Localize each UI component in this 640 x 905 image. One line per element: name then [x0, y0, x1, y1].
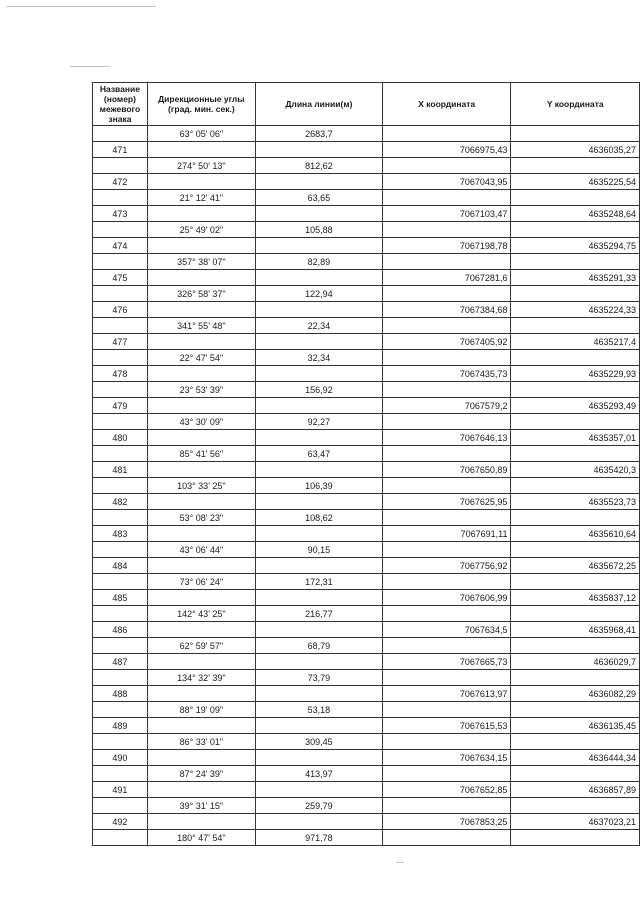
table-header-row — [93, 83, 640, 126]
marker-name-cell — [93, 222, 148, 238]
length-cell — [255, 174, 382, 190]
length-cell: 92,27 — [255, 414, 382, 430]
table-row — [93, 222, 640, 238]
x-coordinate-cell — [382, 318, 511, 334]
y-coordinate-cell: 4636029,7 — [511, 654, 640, 670]
marker-name-cell: 486 — [93, 622, 148, 638]
scan-artifact — [70, 66, 110, 67]
angle-cell: 357° 38' 07" — [147, 254, 255, 270]
x-coordinate-cell — [382, 510, 511, 526]
length-cell: 2683,7 — [255, 126, 382, 142]
length-cell: 122,94 — [255, 286, 382, 302]
marker-name-cell — [93, 318, 148, 334]
table-row — [93, 686, 640, 702]
angle-cell — [147, 494, 255, 510]
header-directional-angles: Дирекционные углы (град. мин. сек.) — [147, 83, 255, 126]
header-y-coordinate: Y координата — [511, 83, 640, 126]
marker-name-cell — [93, 638, 148, 654]
x-coordinate-cell — [382, 414, 511, 430]
marker-name-cell — [93, 606, 148, 622]
length-cell — [255, 782, 382, 798]
coordinates-table — [92, 82, 640, 846]
angle-cell — [147, 750, 255, 766]
y-coordinate-cell — [511, 798, 640, 814]
x-coordinate-cell: 7067043,95 — [382, 174, 511, 190]
length-cell: 32,34 — [255, 350, 382, 366]
x-coordinate-cell: 7067634,5 — [382, 622, 511, 638]
y-coordinate-cell — [511, 446, 640, 462]
marker-name-cell: 485 — [93, 590, 148, 606]
angle-cell: 22° 47' 54" — [147, 350, 255, 366]
x-coordinate-cell: 7067615,53 — [382, 718, 511, 734]
table-row — [93, 350, 640, 366]
x-coordinate-cell — [382, 158, 511, 174]
angle-cell — [147, 590, 255, 606]
y-coordinate-cell: 4636082,29 — [511, 686, 640, 702]
table-row — [93, 606, 640, 622]
marker-name-cell: 475 — [93, 270, 148, 286]
length-cell — [255, 558, 382, 574]
header-line-length: Длина линии(м) — [255, 83, 382, 126]
table-row — [93, 814, 640, 830]
length-cell — [255, 590, 382, 606]
y-coordinate-cell: 4635293,49 — [511, 398, 640, 414]
angle-cell — [147, 430, 255, 446]
table-row — [93, 638, 640, 654]
angle-cell — [147, 238, 255, 254]
marker-name-cell: 487 — [93, 654, 148, 670]
table-row — [93, 414, 640, 430]
y-coordinate-cell — [511, 702, 640, 718]
x-coordinate-cell — [382, 478, 511, 494]
angle-cell — [147, 622, 255, 638]
table-row — [93, 526, 640, 542]
length-cell — [255, 494, 382, 510]
marker-name-cell: 480 — [93, 430, 148, 446]
marker-name-cell — [93, 734, 148, 750]
marker-name-cell: 477 — [93, 334, 148, 350]
marker-name-cell: 492 — [93, 814, 148, 830]
x-coordinate-cell: 7067579,2 — [382, 398, 511, 414]
y-coordinate-cell: 4635357,01 — [511, 430, 640, 446]
x-coordinate-cell: 7067652,85 — [382, 782, 511, 798]
length-cell — [255, 430, 382, 446]
angle-cell: 88° 19' 09" — [147, 702, 255, 718]
y-coordinate-cell — [511, 158, 640, 174]
length-cell — [255, 686, 382, 702]
y-coordinate-cell: 4635420,3 — [511, 462, 640, 478]
y-coordinate-cell — [511, 478, 640, 494]
x-coordinate-cell: 7067650,89 — [382, 462, 511, 478]
table-row — [93, 334, 640, 350]
y-coordinate-cell: 4635523,73 — [511, 494, 640, 510]
length-cell: 22,34 — [255, 318, 382, 334]
y-coordinate-cell — [511, 190, 640, 206]
table-row — [93, 574, 640, 590]
marker-name-cell — [93, 350, 148, 366]
x-coordinate-cell: 7067665,73 — [382, 654, 511, 670]
table-row — [93, 366, 640, 382]
x-coordinate-cell: 7067281,6 — [382, 270, 511, 286]
y-coordinate-cell — [511, 222, 640, 238]
x-coordinate-cell — [382, 542, 511, 558]
length-cell: 105,88 — [255, 222, 382, 238]
marker-name-cell — [93, 414, 148, 430]
angle-cell: 274° 50' 13" — [147, 158, 255, 174]
y-coordinate-cell: 4635291,33 — [511, 270, 640, 286]
marker-name-cell: 488 — [93, 686, 148, 702]
x-coordinate-cell: 7066975,43 — [382, 142, 511, 158]
scan-artifact — [6, 6, 156, 7]
x-coordinate-cell — [382, 766, 511, 782]
table-row — [93, 494, 640, 510]
x-coordinate-cell — [382, 670, 511, 686]
table-row — [93, 238, 640, 254]
angle-cell — [147, 526, 255, 542]
angle-cell: 87° 24' 39" — [147, 766, 255, 782]
y-coordinate-cell — [511, 670, 640, 686]
marker-name-cell: 472 — [93, 174, 148, 190]
length-cell — [255, 462, 382, 478]
x-coordinate-cell: 7067613,97 — [382, 686, 511, 702]
marker-name-cell: 482 — [93, 494, 148, 510]
angle-cell — [147, 462, 255, 478]
table-row — [93, 158, 640, 174]
length-cell — [255, 334, 382, 350]
scan-artifact — [396, 862, 404, 863]
length-cell: 172,31 — [255, 574, 382, 590]
length-cell — [255, 302, 382, 318]
marker-name-cell — [93, 766, 148, 782]
angle-cell: 103° 33' 25" — [147, 478, 255, 494]
marker-name-cell — [93, 158, 148, 174]
length-cell — [255, 366, 382, 382]
y-coordinate-cell — [511, 574, 640, 590]
y-coordinate-cell: 4635837,12 — [511, 590, 640, 606]
y-coordinate-cell — [511, 766, 640, 782]
table-body — [93, 126, 640, 846]
angle-cell — [147, 398, 255, 414]
length-cell: 413,97 — [255, 766, 382, 782]
table-row — [93, 318, 640, 334]
angle-cell: 43° 06' 44" — [147, 542, 255, 558]
table-row — [93, 590, 640, 606]
y-coordinate-cell: 4635610,64 — [511, 526, 640, 542]
angle-cell: 86° 33' 01" — [147, 734, 255, 750]
angle-cell — [147, 270, 255, 286]
y-coordinate-cell: 4635225,54 — [511, 174, 640, 190]
table-row — [93, 622, 640, 638]
angle-cell — [147, 366, 255, 382]
angle-cell: 134° 32' 39" — [147, 670, 255, 686]
length-cell: 63,65 — [255, 190, 382, 206]
angle-cell: 53° 08' 23" — [147, 510, 255, 526]
angle-cell: 21° 12' 41" — [147, 190, 255, 206]
length-cell: 156,92 — [255, 382, 382, 398]
x-coordinate-cell: 7067691,11 — [382, 526, 511, 542]
y-coordinate-cell — [511, 254, 640, 270]
length-cell: 108,62 — [255, 510, 382, 526]
table-row — [93, 270, 640, 286]
angle-cell — [147, 334, 255, 350]
x-coordinate-cell: 7067756,92 — [382, 558, 511, 574]
length-cell — [255, 814, 382, 830]
x-coordinate-cell — [382, 734, 511, 750]
table-row — [93, 830, 640, 846]
x-coordinate-cell: 7067606,99 — [382, 590, 511, 606]
length-cell — [255, 718, 382, 734]
x-coordinate-cell — [382, 254, 511, 270]
length-cell — [255, 398, 382, 414]
marker-name-cell — [93, 382, 148, 398]
angle-cell — [147, 558, 255, 574]
marker-name-cell — [93, 798, 148, 814]
x-coordinate-cell — [382, 798, 511, 814]
y-coordinate-cell — [511, 638, 640, 654]
y-coordinate-cell: 4635294,75 — [511, 238, 640, 254]
angle-cell: 43° 30' 09" — [147, 414, 255, 430]
table-row — [93, 478, 640, 494]
length-cell: 106,39 — [255, 478, 382, 494]
y-coordinate-cell: 4635229,93 — [511, 366, 640, 382]
table-row — [93, 670, 640, 686]
length-cell: 82,89 — [255, 254, 382, 270]
x-coordinate-cell — [382, 702, 511, 718]
length-cell: 53,18 — [255, 702, 382, 718]
angle-cell — [147, 718, 255, 734]
x-coordinate-cell: 7067384,68 — [382, 302, 511, 318]
x-coordinate-cell — [382, 350, 511, 366]
angle-cell — [147, 814, 255, 830]
marker-name-cell: 471 — [93, 142, 148, 158]
angle-cell — [147, 782, 255, 798]
length-cell: 309,45 — [255, 734, 382, 750]
y-coordinate-cell: 4636135,45 — [511, 718, 640, 734]
table-row — [93, 734, 640, 750]
y-coordinate-cell: 4636035,27 — [511, 142, 640, 158]
y-coordinate-cell: 4636857,89 — [511, 782, 640, 798]
x-coordinate-cell — [382, 190, 511, 206]
angle-cell: 326° 58' 37" — [147, 286, 255, 302]
angle-cell — [147, 686, 255, 702]
angle-cell — [147, 174, 255, 190]
marker-name-cell — [93, 702, 148, 718]
angle-cell: 341° 55' 48" — [147, 318, 255, 334]
marker-name-cell — [93, 478, 148, 494]
marker-name-cell: 481 — [93, 462, 148, 478]
x-coordinate-cell — [382, 606, 511, 622]
angle-cell: 62° 59' 57" — [147, 638, 255, 654]
table-row — [93, 174, 640, 190]
angle-cell: 85° 41' 56" — [147, 446, 255, 462]
marker-name-cell: 489 — [93, 718, 148, 734]
angle-cell: 63° 05' 06" — [147, 126, 255, 142]
marker-name-cell: 474 — [93, 238, 148, 254]
y-coordinate-cell — [511, 830, 640, 846]
table-row — [93, 654, 640, 670]
x-coordinate-cell — [382, 830, 511, 846]
table-row — [93, 446, 640, 462]
y-coordinate-cell: 4635672,25 — [511, 558, 640, 574]
table-row — [93, 750, 640, 766]
y-coordinate-cell — [511, 734, 640, 750]
x-coordinate-cell — [382, 286, 511, 302]
marker-name-cell — [93, 254, 148, 270]
marker-name-cell — [93, 190, 148, 206]
length-cell — [255, 526, 382, 542]
table-row — [93, 558, 640, 574]
table-row — [93, 430, 640, 446]
table-row — [93, 718, 640, 734]
angle-cell: 142° 43' 25" — [147, 606, 255, 622]
table-row — [93, 206, 640, 222]
table-row — [93, 766, 640, 782]
y-coordinate-cell: 4635248,64 — [511, 206, 640, 222]
table-row — [93, 798, 640, 814]
table-row — [93, 382, 640, 398]
table-row — [93, 542, 640, 558]
x-coordinate-cell: 7067405,92 — [382, 334, 511, 350]
y-coordinate-cell: 4637023,21 — [511, 814, 640, 830]
y-coordinate-cell: 4635217,4 — [511, 334, 640, 350]
x-coordinate-cell: 7067435,73 — [382, 366, 511, 382]
marker-name-cell — [93, 830, 148, 846]
marker-name-cell: 483 — [93, 526, 148, 542]
angle-cell — [147, 142, 255, 158]
length-cell — [255, 654, 382, 670]
angle-cell — [147, 206, 255, 222]
length-cell: 63,47 — [255, 446, 382, 462]
y-coordinate-cell — [511, 542, 640, 558]
length-cell: 971,78 — [255, 830, 382, 846]
marker-name-cell — [93, 126, 148, 142]
y-coordinate-cell — [511, 126, 640, 142]
length-cell: 90,15 — [255, 542, 382, 558]
angle-cell — [147, 654, 255, 670]
table-row — [93, 462, 640, 478]
length-cell — [255, 750, 382, 766]
angle-cell — [147, 302, 255, 318]
marker-name-cell — [93, 574, 148, 590]
x-coordinate-cell: 7067103,47 — [382, 206, 511, 222]
marker-name-cell — [93, 446, 148, 462]
table-row — [93, 142, 640, 158]
marker-name-cell: 479 — [93, 398, 148, 414]
marker-name-cell — [93, 542, 148, 558]
table-row — [93, 126, 640, 142]
x-coordinate-cell — [382, 574, 511, 590]
angle-cell: 73° 06' 24" — [147, 574, 255, 590]
angle-cell: 23° 53' 39" — [147, 382, 255, 398]
marker-name-cell: 484 — [93, 558, 148, 574]
x-coordinate-cell: 7067198,78 — [382, 238, 511, 254]
x-coordinate-cell — [382, 638, 511, 654]
y-coordinate-cell — [511, 414, 640, 430]
table-row — [93, 286, 640, 302]
marker-name-cell — [93, 670, 148, 686]
table-row — [93, 702, 640, 718]
marker-name-cell: 491 — [93, 782, 148, 798]
table-row — [93, 302, 640, 318]
table-row — [93, 510, 640, 526]
x-coordinate-cell — [382, 382, 511, 398]
y-coordinate-cell — [511, 286, 640, 302]
marker-name-cell: 490 — [93, 750, 148, 766]
marker-name-cell — [93, 510, 148, 526]
table-row — [93, 782, 640, 798]
table-row — [93, 398, 640, 414]
header-x-coordinate: X координата — [382, 83, 511, 126]
marker-name-cell: 473 — [93, 206, 148, 222]
length-cell: 812,62 — [255, 158, 382, 174]
x-coordinate-cell: 7067625,95 — [382, 494, 511, 510]
length-cell: 216,77 — [255, 606, 382, 622]
marker-name-cell: 478 — [93, 366, 148, 382]
table-row — [93, 254, 640, 270]
length-cell — [255, 622, 382, 638]
marker-name-cell — [93, 286, 148, 302]
angle-cell: 39° 31' 15" — [147, 798, 255, 814]
length-cell — [255, 142, 382, 158]
y-coordinate-cell — [511, 318, 640, 334]
y-coordinate-cell: 4636444,34 — [511, 750, 640, 766]
y-coordinate-cell — [511, 350, 640, 366]
length-cell: 68,79 — [255, 638, 382, 654]
length-cell — [255, 270, 382, 286]
x-coordinate-cell: 7067646,13 — [382, 430, 511, 446]
length-cell: 73,79 — [255, 670, 382, 686]
marker-name-cell: 476 — [93, 302, 148, 318]
length-cell: 259,79 — [255, 798, 382, 814]
y-coordinate-cell: 4635968,41 — [511, 622, 640, 638]
y-coordinate-cell — [511, 606, 640, 622]
header-marker-name: Название (номер) межевого знака — [93, 83, 148, 126]
x-coordinate-cell — [382, 126, 511, 142]
table-row — [93, 190, 640, 206]
y-coordinate-cell — [511, 510, 640, 526]
x-coordinate-cell — [382, 222, 511, 238]
angle-cell: 180° 47' 54" — [147, 830, 255, 846]
y-coordinate-cell: 4635224,33 — [511, 302, 640, 318]
length-cell — [255, 206, 382, 222]
x-coordinate-cell — [382, 446, 511, 462]
x-coordinate-cell: 7067634,15 — [382, 750, 511, 766]
y-coordinate-cell — [511, 382, 640, 398]
x-coordinate-cell: 7067853,25 — [382, 814, 511, 830]
length-cell — [255, 238, 382, 254]
angle-cell: 25° 49' 02" — [147, 222, 255, 238]
